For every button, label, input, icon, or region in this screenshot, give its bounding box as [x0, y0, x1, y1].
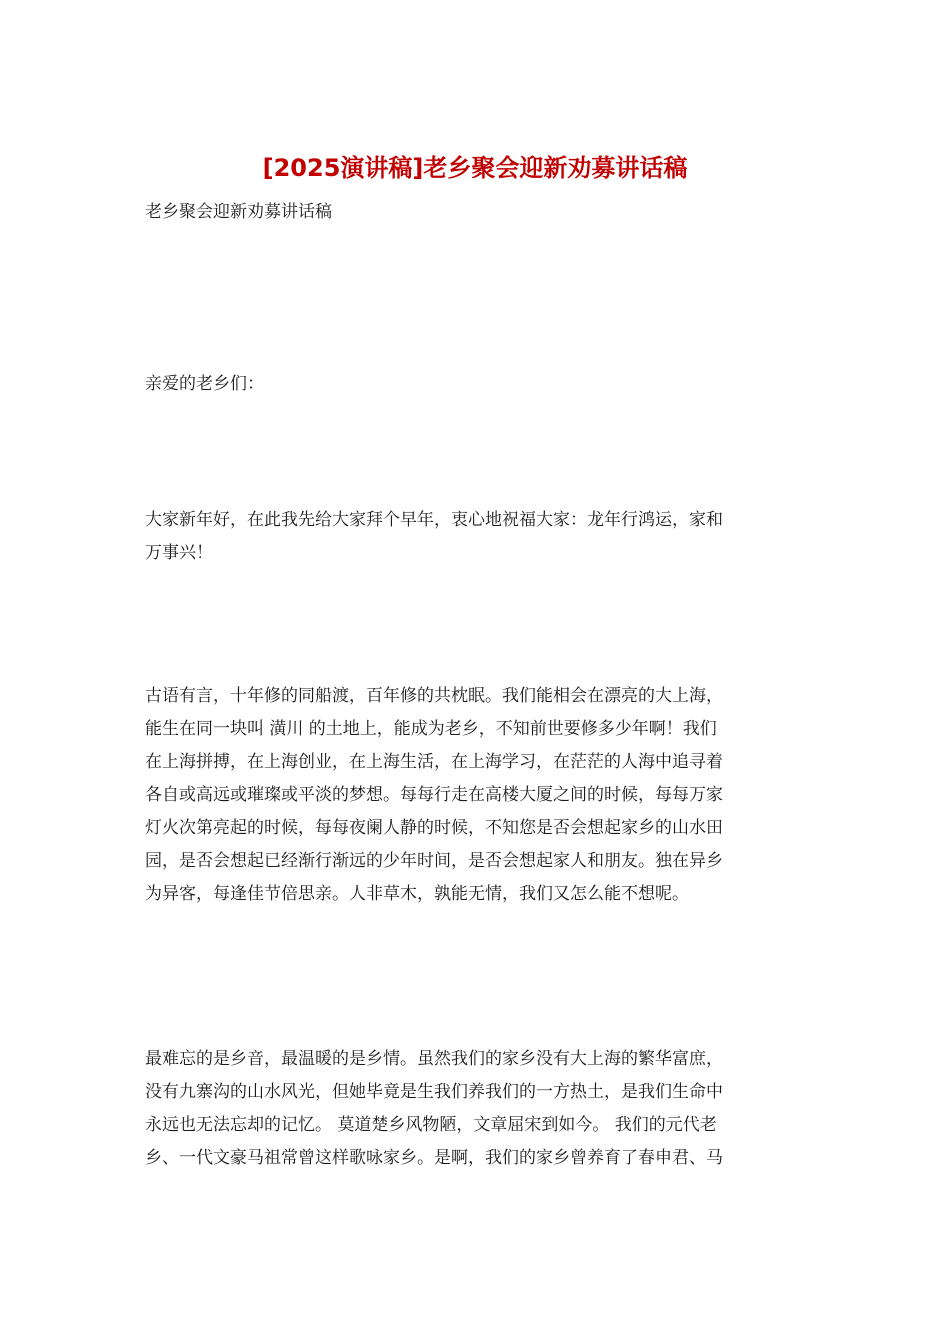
document-subtitle: 老乡聚会迎新劝募讲话稿 — [145, 202, 332, 222]
text-line: 灯火次第亮起的时候，每每夜阑人静的时候，不知您是否会想起家乡的山水田 — [145, 818, 723, 838]
text-line: 乡、一代文豪马祖常曾这样歌咏家乡。是啊，我们的家乡曾养育了春申君、马 — [145, 1148, 723, 1168]
text-line: 古语有言，十年修的同船渡，百年修的共枕眠。我们能相会在漂亮的大上海， — [145, 686, 723, 706]
paragraph-homesickness — [145, 680, 809, 911]
text-line: 永远也无法忘却的记忆。 莫道楚乡风物陋，文章屈宋到如今。 我们的元代老 — [145, 1115, 717, 1135]
paragraph-hometown — [145, 1043, 809, 1175]
text-line: 各自或高远或璀璨或平淡的梦想。每每行走在高楼大厦之间的时候，每每万家 — [145, 785, 723, 805]
text-line: 没有九寨沟的山水风光，但她毕竟是生我们养我们的一方热土，是我们生命中 — [145, 1082, 723, 1102]
text-line: 最难忘的是乡音，最温暖的是乡情。虽然我们的家乡没有大上海的繁华富庶， — [145, 1049, 723, 1069]
document-title: [2025演讲稿]老乡聚会迎新劝募讲话稿 — [262, 154, 688, 182]
text-line: 为异客，每逢佳节倍思亲。人非草木，孰能无情，我们又怎么能不想呢。 — [145, 884, 689, 904]
text-line: 万事兴！ — [145, 543, 213, 563]
paragraph-new-year-wishes — [145, 504, 809, 570]
text-line: 园，是否会想起已经渐行渐远的少年时间，是否会想起家人和朋友。独在异乡 — [145, 851, 723, 871]
paragraph-greeting — [145, 368, 809, 401]
text-line: 亲爱的老乡们： — [145, 374, 264, 394]
text-line: 大家新年好，在此我先给大家拜个早年，衷心地祝福大家：龙年行鸿运，家和 — [145, 510, 723, 530]
text-line: 能生在同一块叫 潢川 的土地上，能成为老乡，不知前世要修多少年啊！我们 — [145, 719, 717, 739]
text-line: 在上海拼搏，在上海创业，在上海生活，在上海学习，在茫茫的人海中追寻着 — [145, 752, 723, 772]
